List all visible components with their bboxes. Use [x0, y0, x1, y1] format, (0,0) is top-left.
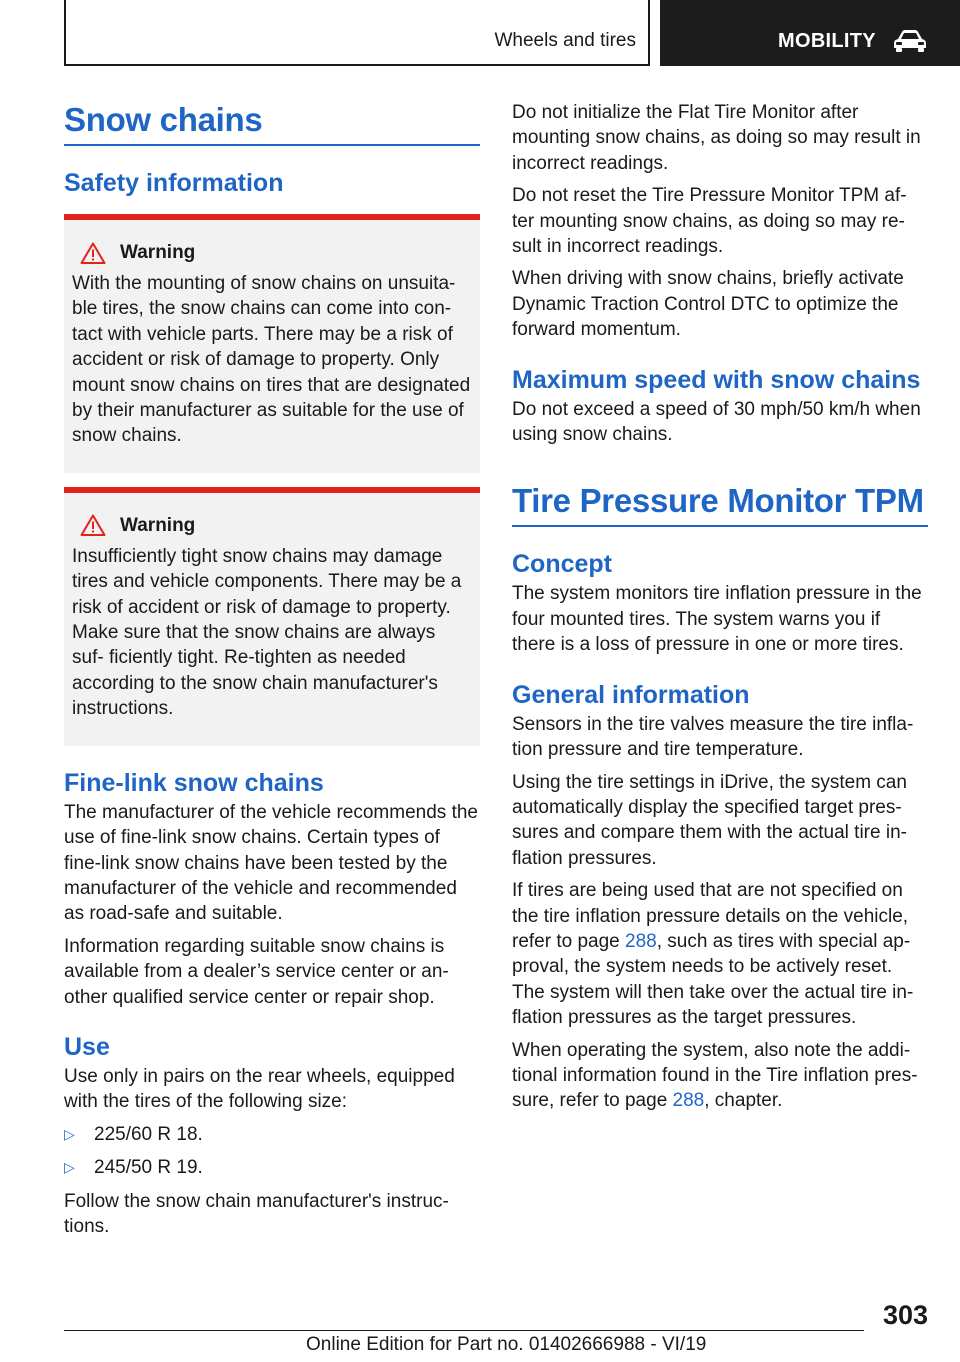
use-paragraph-2: Follow the snow chain manufacturer's instruc- tions.	[64, 1190, 449, 1237]
warning-box-2	[64, 487, 480, 746]
warning-box-1	[64, 214, 480, 473]
page-reference-link[interactable]: 288	[672, 1090, 705, 1112]
heading-maximum-speed: Maximum speed with snow chains	[512, 365, 921, 394]
general-paragraph-4-end: , chapter.	[704, 1090, 783, 1112]
max-speed-paragraph: Do not exceed a speed of 30 mph/50 km/h when using snow chains.	[512, 398, 921, 446]
list-item	[64, 1155, 480, 1180]
warning-title-2	[80, 513, 472, 538]
tire-size: 225/60 R 18.	[94, 1123, 203, 1145]
warning-title-1	[80, 240, 472, 265]
heading-fine-link-snow-chains: Fine-link snow chains	[64, 768, 324, 797]
bullet-triangle-icon: ▷	[64, 1159, 75, 1176]
general-paragraph-4	[512, 1038, 928, 1114]
right-paragraph-1: Do not initialize the Flat Tire Monitor after mounting snow chains, as doing so may result in incorrect readings.	[512, 102, 921, 174]
general-paragraph-4-start: When operating the system, also note the addi- tional information found in the Tire inflation pres- sure, refer to page	[512, 1039, 918, 1112]
heading-concept: Concept	[512, 550, 612, 579]
page-number: 303	[882, 1300, 928, 1330]
general-paragraph-3-start: If tires are being used that are not specified on the tire inflation pressure details on the vehicle, refer to page	[512, 880, 909, 952]
page-reference-link[interactable]: 288	[625, 930, 657, 952]
tire-size-list	[64, 1122, 480, 1181]
warning-text-2: Insufficiently tight snow chains may damage tires and vehicle components. There may be a risk of accident or risk of damage to property. Make sure that the snow chains are always suf- ficiently tight. Re-tighten as needed according to the snow chain manufacturer's instructions.	[72, 545, 462, 720]
warning-triangle-icon	[80, 514, 106, 536]
page-title-snow-chains: Snow chains	[64, 100, 480, 146]
header-chapter-label: MOBILITY	[778, 30, 876, 52]
warning-triangle-icon	[80, 242, 106, 264]
page-title-tpm: Tire Pressure Monitor TPM	[512, 481, 928, 527]
tire-size: 245/50 R 19.	[94, 1157, 203, 1179]
header-chapter-tab[interactable]	[660, 0, 960, 66]
heading-use: Use	[64, 1032, 110, 1061]
warning-text-1: With the mounting of snow chains on unsuita- ble tires, the snow chains can come into con- tact with vehicle parts. There may be a risk of accident or risk of damage to property. Only mount snow chains on tires that are designated by their manufacturer as suitable for the use of snow chains.	[72, 273, 471, 447]
header-left-rule	[64, 0, 66, 66]
fine-link-paragraph-1: The manufacturer of the vehicle recommends the use of fine-link snow chains. Certain types of fine-link snow chains have been tested by the manufacturer of the vehicle and recommended as road-safe and suitable.	[64, 801, 478, 925]
footer-edition: Online Edition for Part no. 01402666988 - VI/19	[306, 1334, 707, 1355]
bullet-triangle-icon: ▷	[64, 1125, 75, 1142]
general-paragraph-2: Using the tire settings in iDrive, the system can automatically display the specified target pres- sures and compare them with the actual tire in- flation pressures.	[512, 771, 907, 869]
list-item	[64, 1122, 480, 1147]
footer-rule	[64, 1330, 864, 1331]
right-column	[512, 100, 928, 1121]
header-separator	[648, 0, 650, 66]
right-paragraph-3: When driving with snow chains, briefly activate Dynamic Traction Control DTC to optimize the forward momentum.	[512, 268, 904, 341]
heading-safety-information: Safety information	[64, 169, 284, 197]
car-icon	[892, 29, 928, 53]
header-section-title: Wheels and tires	[494, 30, 636, 51]
fine-link-paragraph-2: Information regarding suitable snow chains is available from a dealer’s service center or an- other qualified service center or repair shop.	[64, 935, 449, 1008]
use-paragraph-1: Use only in pairs on the rear wheels, equipped with the tires of the following size:	[64, 1065, 455, 1113]
left-column	[64, 100, 480, 1246]
general-paragraph-3	[512, 878, 928, 1030]
general-paragraph-3-end: , such as tires with special ap- proval, the system needs to be actively reset. The system will then take over the actual tire in- flation pressures as the target pressures.	[512, 930, 914, 1029]
warning-label-2: Warning	[120, 514, 196, 536]
header-bottom-rule	[64, 64, 650, 66]
concept-paragraph: The system monitors tire inflation pressure in the four mounted tires. The system warns you if there is a loss of pressure in one or more tires.	[512, 583, 922, 656]
general-paragraph-1: Sensors in the tire valves measure the tire infla- tion pressure and tire temperature.	[512, 713, 914, 761]
warning-label-1: Warning	[120, 242, 196, 263]
right-paragraph-2: Do not reset the Tire Pressure Monitor TPM af- ter mounting snow chains, as doing so may re- sult in incorrect readings.	[512, 185, 907, 258]
heading-general-information: General information	[512, 680, 750, 709]
